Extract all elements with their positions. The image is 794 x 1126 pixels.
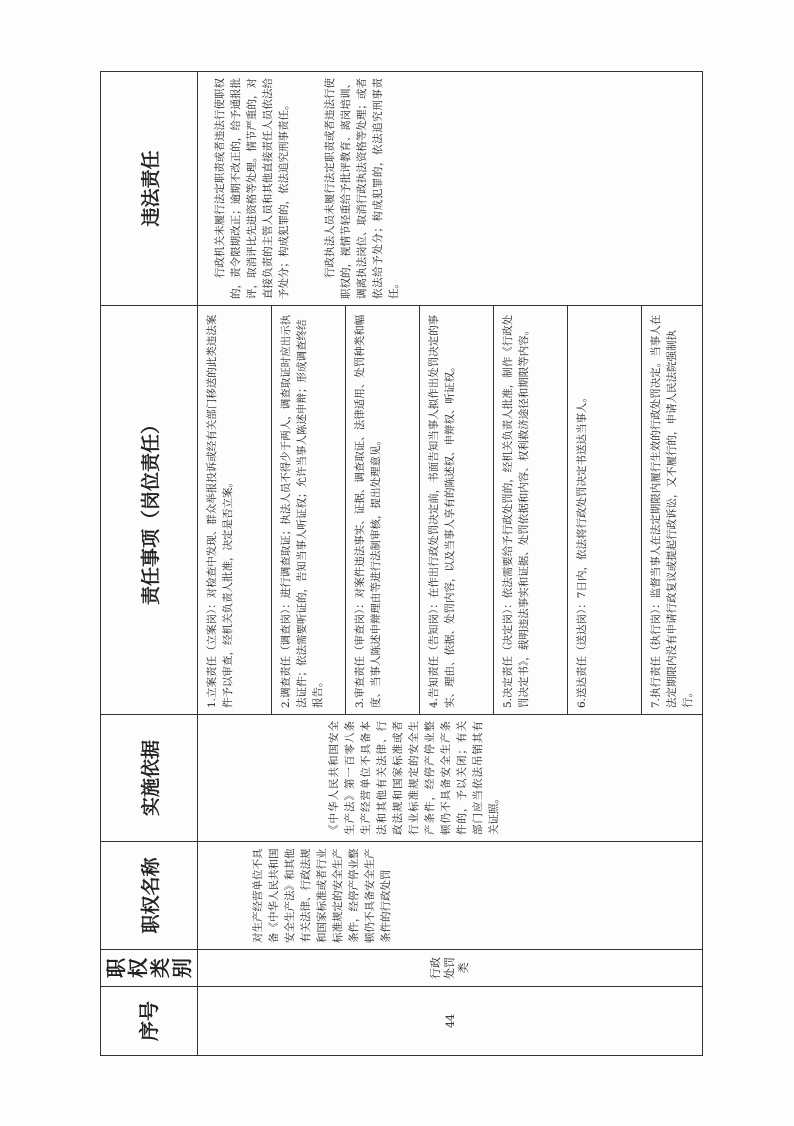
duty-item-decision: 5.决定责任（决定岗）：依法需要给予行政处罚的，经机关负责人批准，制作《行政处罚决定书》，载明违法事实和证据、处罚依据和内容、权利救济途径和期限等内容。 bbox=[494, 306, 568, 714]
liability-paragraph-officer: 行政执法人员未履行法定职责或者违法行使职权的，视情节轻重给予批评教育、离岗培训、调离执法岗位、取消行政执法资格等处理；或者依法给予处分；构成犯罪的，依法追究刑事责任。 bbox=[324, 78, 400, 299]
cell-name: 对生产经营单位不具备《中华人民共和国安全生产法》和其他有关法律、行政法规和国家标准或者行业标准规定的安全生产条件，经停产停业整顿仍不具备安全生产条件的行政处罚 bbox=[198, 842, 703, 950]
cell-liability bbox=[198, 72, 703, 306]
duty-item-enforcement: 7.执行责任（执行岗）：监督当事人在法定期限内履行生效的行政处罚决定。当事人在法定期限内没有申请行政复议或提起行政诉讼，又不履行的，申请人民法院强制执行。 bbox=[650, 314, 694, 708]
rotated-table-page bbox=[100, 72, 698, 1056]
cell-no: 44 bbox=[198, 987, 703, 1056]
header-no: 序号 bbox=[101, 987, 198, 1056]
duty-item-investigation: 2.调查责任（调查岗）：进行调查取证；执法人员不得少于两人，调查取证时应出示执法证件；依法需要听证的，告知当事人听证权；允许当事人陈述申辩；形成调查终结报告。 bbox=[272, 306, 346, 714]
cell-duty bbox=[198, 306, 703, 715]
header-basis: 实施依据 bbox=[101, 715, 198, 842]
cell-basis: 《中华人民共和国安全生产法》第一百零八条 生产经营单位不具备本法和其他有关法律、行政法规和国家标准或者行业标准规定的安全生产条件，经停产停业整顿仍不具备安全生产条件的，予以关闭；有关部门应当依法吊销其有关证照。 bbox=[198, 715, 703, 842]
header-duty: 责任事项（岗位责任） bbox=[101, 306, 198, 715]
header-name: 职权名称 bbox=[101, 842, 198, 950]
cell-category: 行政处罚类 bbox=[198, 950, 703, 987]
duty-item-notice: 4.告知责任（告知岗）：在作出行政处罚决定前，书面告知当事人拟作出处罚决定的事实、理由、依据、处罚内容，以及当事人享有的陈述权、申辩权、听证权。 bbox=[420, 306, 494, 714]
table-row bbox=[198, 72, 703, 1056]
duty-item-filing: 1.立案责任（立案岗）：对检查中发现、群众举报投诉或经有关部门移送的此类违法案件予以审查，经机关负责人批准，决定是否立案。 bbox=[198, 306, 272, 714]
header-category: 职权类别 bbox=[101, 950, 198, 987]
liability-paragraph-agency: 行政机关未履行法定职责或者违法行使职权的，责令限期改正；逾期不改正的，给予通报批评，取消评比先进资格等处理。情节严重的，对直接负责的主管人员和其他直接责任人员依法给予处分；构成犯罪的，依法追究刑事责任。 bbox=[214, 78, 290, 299]
duty-list-table bbox=[100, 71, 703, 1056]
duty-item-review: 3.审查责任（审查岗）：对案件违法事实、证据、调查取证、法律适用、处罚种类和幅度、当事人陈述申辩理由等进行法制审核，提出处理意见。 bbox=[346, 306, 420, 714]
header-liability: 违法责任 bbox=[101, 72, 198, 306]
duty-item-delivery: 6.送达责任（送达岗）：7日内，依法将行政处罚决定书送达当事人。 bbox=[568, 306, 642, 714]
table-header-row bbox=[101, 72, 198, 1056]
